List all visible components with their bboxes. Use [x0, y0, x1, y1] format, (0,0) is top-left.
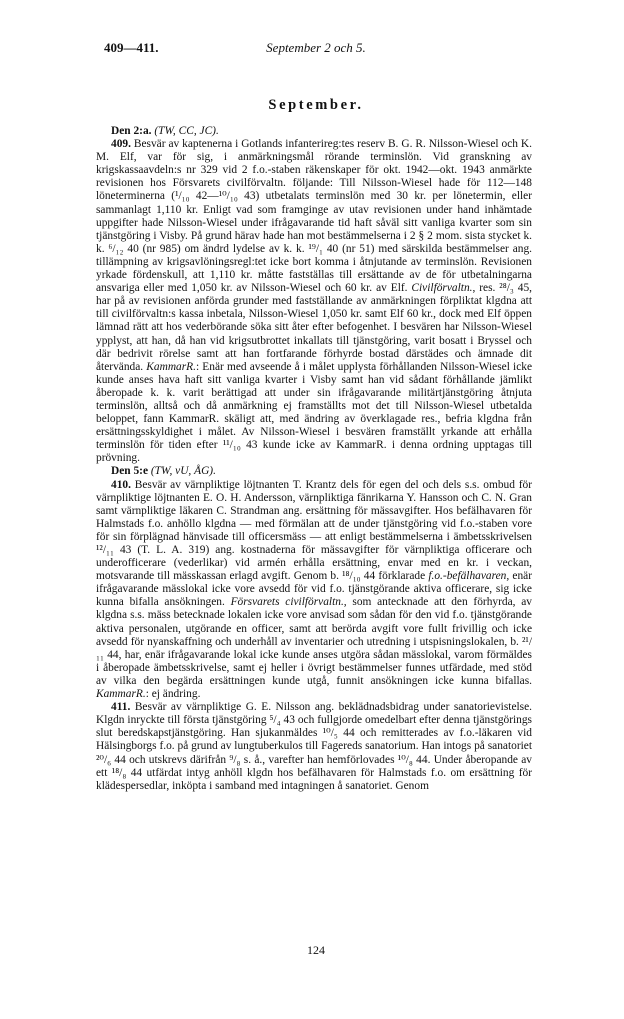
case-text: : Enär med avseende å i målet upplysta förhållanden Nilsson-Wiesel icke kunde anses hava haft sitt vanliga kvarter i Visby samt han vid sådant förhållande jämlikt åberopade k. k. varit berättigad att under sin ifrågavarande militärtjänstgöring åtnjuta terminslön, alltså och då anmärkning ej framställts mot det till Nilsson-Wiesel utbetalda beloppet, fann KammarR. skäligt att, med ändring av överklagade res., befria klgdna från ersättningsskyldighet i målet. Av Nilsson-Wiesel i besvären framställt yrkande att erhålla terminslön för tiden efter ¹¹/₁₀ 43 kunde icke av KammarR. i denna ordning upptagas till prövning.	[96, 360, 533, 465]
case-number: 410.	[111, 478, 131, 491]
day-members: (TW, CC, JC).	[154, 125, 219, 137]
day-heading-5	[96, 465, 532, 478]
body-text	[96, 125, 532, 793]
case-text: , res. ²⁸/₃ 45, har på av revisionen anförda grunder med fastställande av anmärkningen förpliktat klgdna att till civilförvaltn:s kassa inbetala, Nilsson-Wiesel 1,050 kr. samt Elf 60 kr., dock med Elf öppen lämnad rätt att hos vederbörande söka sitt åter efter befogenhet. I besvären har Nilsson-Wiesel ypplyst, att han, då han vid krigsutbrottet inkallats till tjänstgöring, varit bosatt i Bryssel och där bedrivit rörelse samt att han fortfarande förhyrde bostad därstädes och ämnade dit återvända.	[96, 282, 532, 373]
case-source: Försvarets civilförvaltn.,	[230, 596, 347, 609]
case-text: som antecknade att den förhyrda, av klgdna s.s. mäss betecknade lokalen icke vore anvisad som sådan för den vid f.o. tjänstgörande aktiva personalen, utgörande en officer, samt att berörda avgift vore fullt frivillig och icke avsedd för nyanskaffning och underhåll av inventarier och utredning i utspisningslokalen, b. ²¹/₁₁ 44, har, enär ifrågavarande lokal icke kunde anses utgöra sådan mässlokal, varom förmäldes i åberopade ämbetsskrivelse, samt ej heller i övrigt bestämmelser funnes utfärdade, med stöd av vilka den begärda ersättningen kunde utgå, funnit ansökningen icke kunna bifallas.	[96, 596, 532, 687]
day-label: Den 5:e	[111, 465, 149, 478]
case-number: 409.	[111, 138, 131, 151]
month-heading: September.	[268, 97, 364, 113]
day-members: (TW, vU, ÅG).	[150, 465, 216, 478]
case-source: KammarR.	[96, 688, 146, 701]
case-source: KammarR.	[146, 360, 196, 373]
case-text: Besvär av värnpliktige löjtnanten T. Krantz dels för egen del och dels s.s. ombud för värnpliktige löjtnanten E. O. H. Andersson, värnpliktiga fänrikarna Y. Hansson och C. N. Gran samt värnpliktige läkaren C. Strandman ang. ersättning för mässavgifter. Hos befälhavaren för Halmstads f.o. anhöllo klgdna — med förmälan att de under tjänstgöring vid f.o.-staben vore för sin förplägnad hänvisade till officersmäss — att enligt bestämmelserna i ämbetsskrivelsen ¹²/₁₁ 43 (T. L. A. 319) ang. kostnaderna för mässavgifter för värnpliktiga officerare och underofficerare (vederlikar) vid armén erhålla ersättning, envar med en kr. i veckan, motsvarande till mässkassan erlagd avgift. Genom b. ¹⁸/₁₀ 44 förklarade	[96, 478, 532, 583]
case-410	[96, 479, 532, 702]
case-409	[96, 138, 532, 465]
case-source: f.o.-befälhavaren,	[428, 570, 510, 583]
case-text: Besvär av kaptenerna i Gotlands infanterireg:tes reserv B. G. R. Nilsson-Wiesel och K. M. Elf, var för sig, i anmärkningsmål rörande terminslön. Vid granskning av krigskassaavdeln:s nr 329 vid 2 f.o.-staben räkenskaper för okt. 1942—okt. 1943 anmärkte revisionen hos Försvarets civilförvaltn. följande: Till Nilsson-Wiesel hade för 112—148 löneterminerna (¹/₁₀ 42—¹⁰/₁₀ 43) utbetalats terminslön med 30 kr. per lönetermin, eller sammanlagt 1,110 kr. Enligt vad som framginge av utav revisionen under hand inhämtade uppgifter hade Nilsson-Wiesel under ifrågavarande tid haft såväl sitt vanliga kvarter som sin tjänstgöring i Visby. På grund härav hade han mot bestämmelserna i 2 § 2 mom. sista stycket k. k. ⁶/₁₂ 40 (nr 985) om ändrd lydelse av k. k. ¹⁹/₁ 40 (nr 51) med särskilda bestämmelser ang. tillämpning av krigsavlöningsregl:tet icke bort komma i åtnjutande av terminslön. Revisionen yrkade fördenskull, att 1,110 kr. måtte fastställas till ersättande av de för utbetalningarna ansvariga eller med 1,050 kr. av Nilsson-Wiesel och 60 kr. av Elf.	[96, 138, 532, 295]
day-heading-2	[96, 125, 532, 138]
case-411	[96, 701, 532, 793]
header-dates: September 2 och 5.	[266, 40, 366, 55]
case-text: : ej ändring.	[145, 688, 201, 701]
page-number: 124	[307, 943, 325, 957]
case-text: enär ifrågavarande mässlokal icke vore avsedd för vid f.o. tjänstgörande aktiva officerare, sig icke kunna bifalla ansökningen.	[96, 570, 532, 609]
case-number: 411.	[111, 701, 131, 714]
day-label: Den 2:a.	[111, 125, 152, 137]
running-header	[104, 40, 528, 60]
case-source: Civilförvaltn.	[411, 282, 473, 295]
case-text: Besvär av värnpliktige G. E. Nilsson ang. beklädnadsbidrag under sanatorievistelse. Klgdn inryckte till första tjänstgöring ⁵/₄ 43 och fullgjorde omedelbart efter denna tjänstgörings slut beredskapstjänstgöring. Han sjukanmäldes ¹⁰/₅ 44 och remitterades av f.o.-läkaren vid Hälsingborgs f.o. på grund av lungtuberkulos till Fagereds sanatorium. Han intogs på sanatoriet ²⁰/₆ 44 och utskrevs därifrån ⁹/₈ s. å., varefter han hemförlovades ¹⁰/₈ 44. Under åberopande av ett ¹⁸/₈ 44 utfärdat intyg anhöll klgdn hos befälhavaren för Halmstads f.o. om ersättning för klädespersedlar, inköpta i samband med intagningen å sanatoriet. Genom	[96, 701, 533, 792]
page-range: 409—411.	[104, 40, 159, 55]
